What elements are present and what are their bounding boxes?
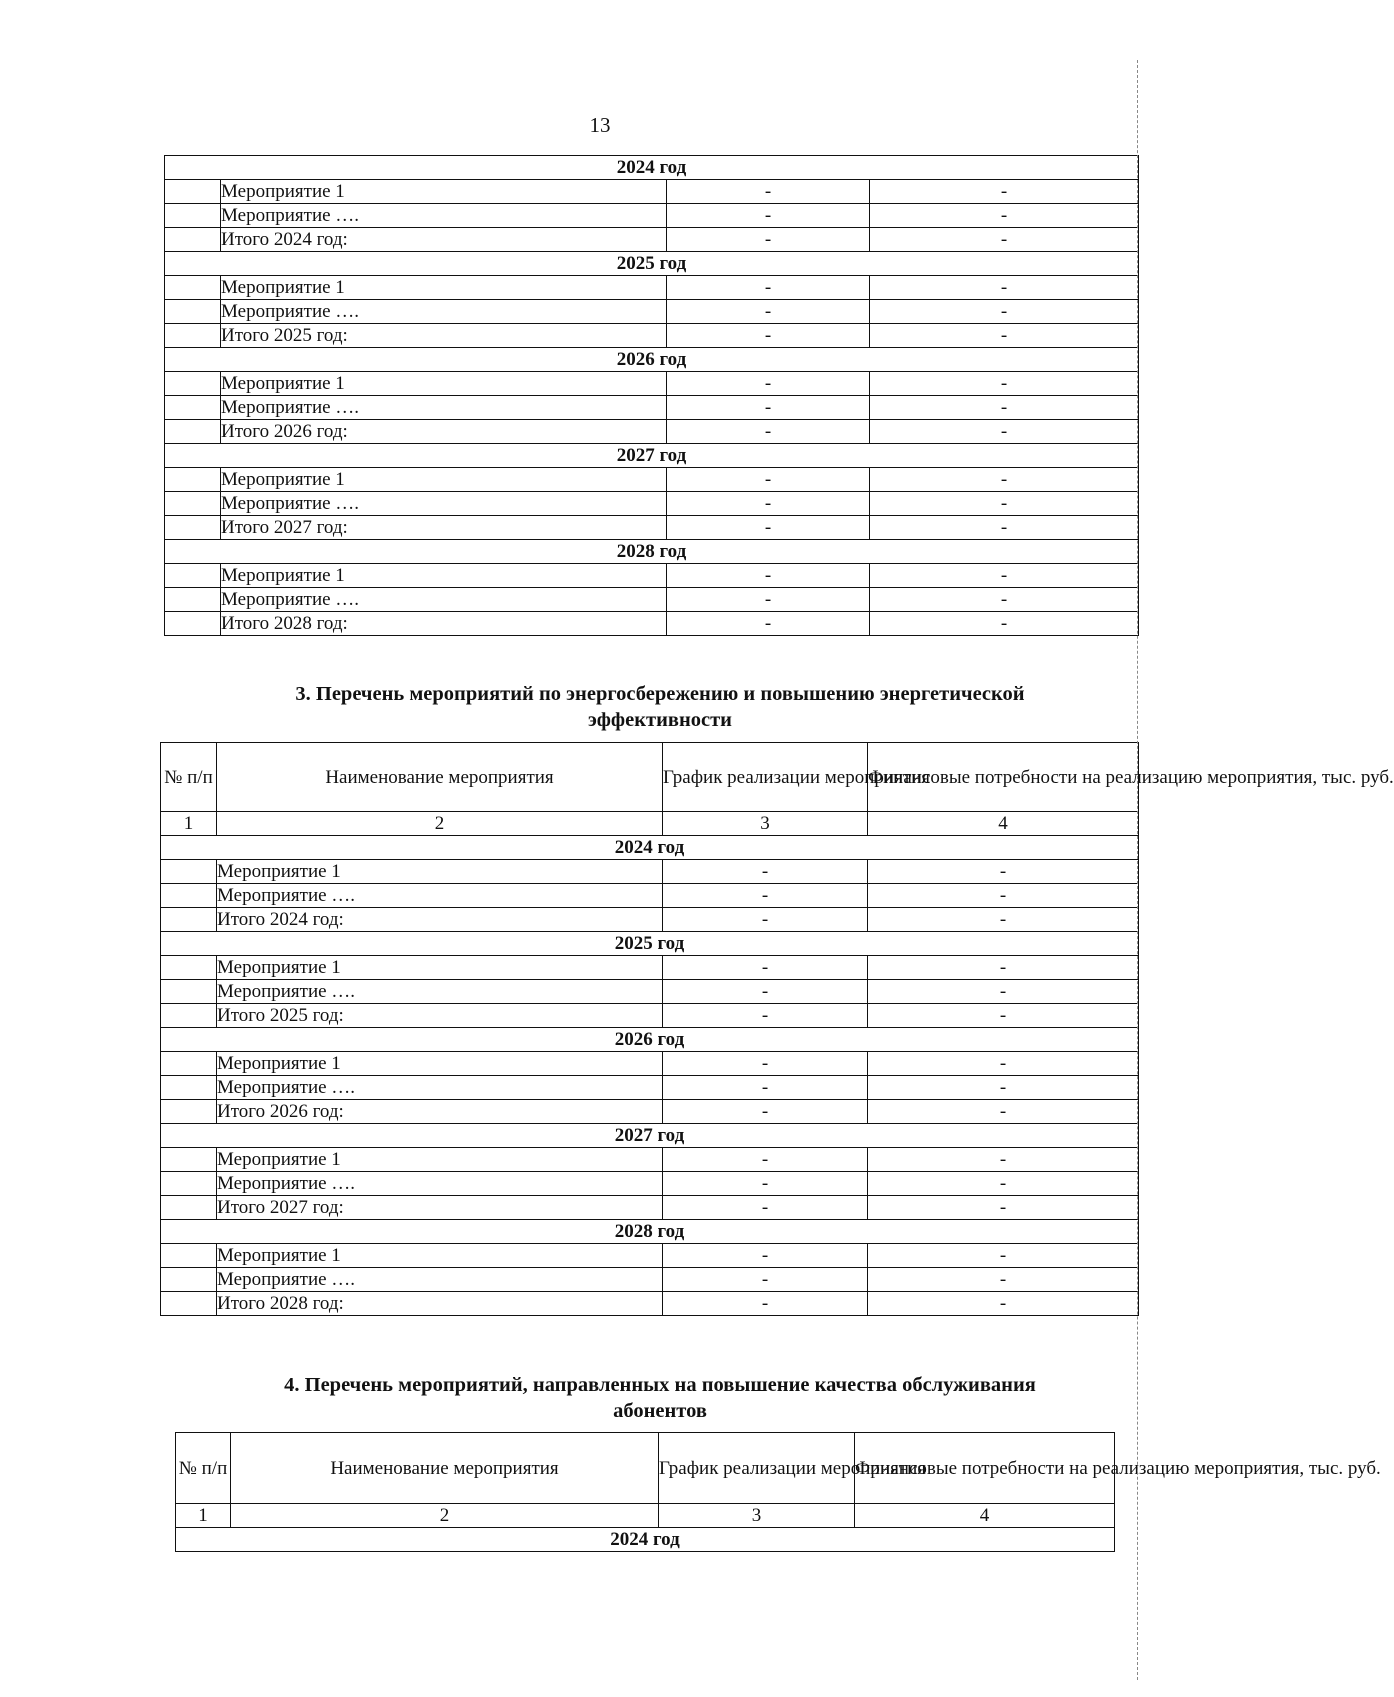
- table-row: [165, 564, 1139, 588]
- total-label: Итого 2028 год:: [217, 1292, 663, 1316]
- scan-edge-line: [1137, 60, 1140, 1680]
- row-number-cell: [165, 420, 221, 444]
- event-name: Мероприятие 1: [217, 956, 663, 980]
- finance-value: -: [870, 564, 1139, 588]
- total-schedule-value: -: [663, 1100, 868, 1124]
- row-number-cell: [165, 180, 221, 204]
- row-number-cell: [165, 372, 221, 396]
- table-column-numbers-row: [176, 1504, 1115, 1528]
- table-row: [161, 1052, 1139, 1076]
- finance-value: -: [868, 884, 1139, 908]
- column-number-2: 2: [231, 1504, 659, 1528]
- total-schedule-value: -: [663, 908, 868, 932]
- header-event-name: Наименование мероприятия: [217, 743, 663, 812]
- row-number-cell: [161, 956, 217, 980]
- row-number-cell: [165, 204, 221, 228]
- schedule-value: -: [663, 980, 868, 1004]
- total-schedule-value: -: [667, 612, 870, 636]
- table-column-numbers-row: [161, 812, 1139, 836]
- service-quality-table: [175, 1432, 1381, 1552]
- row-number-cell: [165, 492, 221, 516]
- row-number-cell: [161, 1004, 217, 1028]
- year-row: [176, 1528, 1115, 1552]
- total-row: [161, 1196, 1139, 1220]
- row-number-cell: [161, 980, 217, 1004]
- schedule-value: -: [663, 860, 868, 884]
- event-name: Мероприятие 1: [221, 180, 667, 204]
- row-number-cell: [161, 1076, 217, 1100]
- schedule-value: -: [667, 276, 870, 300]
- event-name: Мероприятие ….: [221, 396, 667, 420]
- year-label: 2026 год: [165, 348, 1139, 372]
- section-3-title: [210, 681, 1110, 733]
- finance-value: -: [870, 180, 1139, 204]
- year-label: 2024 год: [161, 836, 1139, 860]
- event-name: Мероприятие ….: [217, 1172, 663, 1196]
- table-header-row: [161, 743, 1139, 812]
- total-schedule-value: -: [663, 1004, 868, 1028]
- table-row: [161, 884, 1139, 908]
- header-finance: Финансовые потребности на реализацию мероприятия, тыс. руб.: [855, 1433, 1115, 1504]
- row-number-cell: [161, 1196, 217, 1220]
- event-name: Мероприятие ….: [217, 980, 663, 1004]
- event-name: Мероприятие 1: [217, 860, 663, 884]
- finance-value: -: [868, 1076, 1139, 1100]
- schedule-value: -: [663, 1052, 868, 1076]
- row-number-cell: [161, 884, 217, 908]
- table-header-row: [176, 1433, 1115, 1504]
- section-4-title: [210, 1372, 1110, 1424]
- total-label: Итого 2027 год:: [221, 516, 667, 540]
- row-number-cell: [161, 1268, 217, 1292]
- event-name: Мероприятие ….: [221, 300, 667, 324]
- year-row: [161, 1220, 1139, 1244]
- total-label: Итого 2025 год:: [221, 324, 667, 348]
- section-4-title-line1: 4. Перечень мероприятий, направленных на повышение качества обслуживания: [284, 1374, 1036, 1396]
- column-number-1: 1: [161, 812, 217, 836]
- year-row: [165, 156, 1139, 180]
- row-number-cell: [161, 1244, 217, 1268]
- event-name: Мероприятие ….: [217, 1268, 663, 1292]
- year-row: [161, 1124, 1139, 1148]
- total-row: [161, 1100, 1139, 1124]
- row-number-cell: [165, 276, 221, 300]
- column-number-4: 4: [855, 1504, 1115, 1528]
- total-finance-value: -: [870, 420, 1139, 444]
- table-row: [165, 396, 1139, 420]
- finance-value: -: [868, 1268, 1139, 1292]
- event-name: Мероприятие ….: [217, 884, 663, 908]
- year-label: 2024 год: [165, 156, 1139, 180]
- total-schedule-value: -: [667, 324, 870, 348]
- event-name: Мероприятие 1: [221, 276, 667, 300]
- schedule-value: -: [667, 204, 870, 228]
- row-number-cell: [165, 324, 221, 348]
- schedule-value: -: [667, 468, 870, 492]
- total-finance-value: -: [870, 516, 1139, 540]
- table-row: [161, 1268, 1139, 1292]
- total-finance-value: -: [870, 228, 1139, 252]
- year-row: [161, 836, 1139, 860]
- total-finance-value: -: [870, 612, 1139, 636]
- event-name: Мероприятие ….: [217, 1076, 663, 1100]
- year-label: 2025 год: [165, 252, 1139, 276]
- header-schedule: График реализации мероприятия: [659, 1433, 855, 1504]
- row-number-cell: [165, 588, 221, 612]
- finance-value: -: [868, 956, 1139, 980]
- finance-value: -: [870, 300, 1139, 324]
- schedule-value: -: [663, 1172, 868, 1196]
- total-label: Итого 2027 год:: [217, 1196, 663, 1220]
- schedule-value: -: [663, 1268, 868, 1292]
- column-number-4: 4: [868, 812, 1139, 836]
- table-row: [161, 1148, 1139, 1172]
- schedule-value: -: [667, 180, 870, 204]
- total-row: [161, 908, 1139, 932]
- finance-value: -: [870, 492, 1139, 516]
- row-number-cell: [165, 468, 221, 492]
- total-finance-value: -: [868, 908, 1139, 932]
- event-name: Мероприятие 1: [217, 1244, 663, 1268]
- row-number-cell: [165, 564, 221, 588]
- schedule-value: -: [667, 396, 870, 420]
- table-row: [165, 372, 1139, 396]
- column-number-3: 3: [663, 812, 868, 836]
- year-label: 2028 год: [161, 1220, 1139, 1244]
- total-label: Итого 2028 год:: [221, 612, 667, 636]
- row-number-cell: [161, 908, 217, 932]
- total-row: [165, 420, 1139, 444]
- row-number-cell: [161, 860, 217, 884]
- header-schedule: График реализации мероприятия: [663, 743, 868, 812]
- header-number: № п/п: [176, 1433, 231, 1504]
- total-row: [165, 324, 1139, 348]
- total-label: Итого 2024 год:: [217, 908, 663, 932]
- finance-value: -: [870, 276, 1139, 300]
- events-table-continued: [164, 155, 1139, 636]
- total-finance-value: -: [868, 1100, 1139, 1124]
- finance-value: -: [870, 468, 1139, 492]
- year-row: [161, 1028, 1139, 1052]
- total-schedule-value: -: [667, 420, 870, 444]
- year-label: 2026 год: [161, 1028, 1139, 1052]
- column-number-1: 1: [176, 1504, 231, 1528]
- table-row: [165, 300, 1139, 324]
- total-row: [165, 228, 1139, 252]
- row-number-cell: [161, 1148, 217, 1172]
- finance-value: -: [868, 1172, 1139, 1196]
- schedule-value: -: [663, 1244, 868, 1268]
- year-row: [165, 540, 1139, 564]
- year-row: [165, 348, 1139, 372]
- finance-value: -: [870, 588, 1139, 612]
- total-label: Итого 2025 год:: [217, 1004, 663, 1028]
- total-schedule-value: -: [663, 1196, 868, 1220]
- table-row: [161, 860, 1139, 884]
- finance-value: -: [868, 860, 1139, 884]
- finance-value: -: [870, 396, 1139, 420]
- year-row: [165, 252, 1139, 276]
- table-row: [165, 276, 1139, 300]
- total-finance-value: -: [870, 324, 1139, 348]
- schedule-value: -: [667, 300, 870, 324]
- event-name: Мероприятие ….: [221, 492, 667, 516]
- total-schedule-value: -: [667, 228, 870, 252]
- row-number-cell: [161, 1292, 217, 1316]
- table-row: [161, 1076, 1139, 1100]
- table-row: [165, 468, 1139, 492]
- table-row: [161, 980, 1139, 1004]
- energy-saving-table: [160, 742, 1394, 1316]
- schedule-value: -: [663, 1076, 868, 1100]
- total-finance-value: -: [868, 1004, 1139, 1028]
- total-label: Итого 2026 год:: [221, 420, 667, 444]
- row-number-cell: [161, 1052, 217, 1076]
- year-label: 2025 год: [161, 932, 1139, 956]
- finance-value: -: [868, 1052, 1139, 1076]
- total-label: Итого 2026 год:: [217, 1100, 663, 1124]
- schedule-value: -: [667, 588, 870, 612]
- row-number-cell: [165, 396, 221, 420]
- year-label: 2024 год: [176, 1528, 1115, 1552]
- row-number-cell: [165, 612, 221, 636]
- total-schedule-value: -: [663, 1292, 868, 1316]
- table-row: [165, 588, 1139, 612]
- total-row: [161, 1004, 1139, 1028]
- schedule-value: -: [667, 372, 870, 396]
- event-name: Мероприятие 1: [217, 1052, 663, 1076]
- row-number-cell: [165, 300, 221, 324]
- year-row: [161, 932, 1139, 956]
- total-finance-value: -: [868, 1292, 1139, 1316]
- table-row: [165, 204, 1139, 228]
- row-number-cell: [161, 1172, 217, 1196]
- column-number-2: 2: [217, 812, 663, 836]
- finance-value: -: [868, 1148, 1139, 1172]
- schedule-value: -: [663, 956, 868, 980]
- event-name: Мероприятие 1: [221, 564, 667, 588]
- year-label: 2027 год: [165, 444, 1139, 468]
- section-3-title-line1: 3. Перечень мероприятий по энергосбережению и повышению энергетической: [295, 683, 1025, 705]
- event-name: Мероприятие ….: [221, 588, 667, 612]
- table-row: [165, 180, 1139, 204]
- finance-value: -: [870, 204, 1139, 228]
- table-row: [161, 1172, 1139, 1196]
- total-row: [161, 1292, 1139, 1316]
- schedule-value: -: [663, 884, 868, 908]
- schedule-value: -: [663, 1148, 868, 1172]
- table-row: [161, 1244, 1139, 1268]
- row-number-cell: [161, 1100, 217, 1124]
- event-name: Мероприятие 1: [221, 372, 667, 396]
- event-name: Мероприятие 1: [217, 1148, 663, 1172]
- schedule-value: -: [667, 564, 870, 588]
- year-label: 2028 год: [165, 540, 1139, 564]
- page-number: 13: [589, 113, 611, 137]
- total-finance-value: -: [868, 1196, 1139, 1220]
- year-label: 2027 год: [161, 1124, 1139, 1148]
- row-number-cell: [165, 516, 221, 540]
- section-4-title-line2: абонентов: [613, 1400, 707, 1422]
- event-name: Мероприятие 1: [221, 468, 667, 492]
- finance-value: -: [868, 980, 1139, 1004]
- header-number: № п/п: [161, 743, 217, 812]
- finance-value: -: [868, 1244, 1139, 1268]
- total-schedule-value: -: [667, 516, 870, 540]
- total-row: [165, 516, 1139, 540]
- section-3-title-line2: эффективности: [587, 709, 732, 731]
- schedule-value: -: [667, 492, 870, 516]
- column-number-3: 3: [659, 1504, 855, 1528]
- total-row: [165, 612, 1139, 636]
- header-event-name: Наименование мероприятия: [231, 1433, 659, 1504]
- total-label: Итого 2024 год:: [221, 228, 667, 252]
- row-number-cell: [165, 228, 221, 252]
- table-row: [165, 492, 1139, 516]
- header-finance: Финансовые потребности на реализацию мероприятия, тыс. руб.: [868, 743, 1139, 812]
- year-row: [165, 444, 1139, 468]
- event-name: Мероприятие ….: [221, 204, 667, 228]
- table-row: [161, 956, 1139, 980]
- finance-value: -: [870, 372, 1139, 396]
